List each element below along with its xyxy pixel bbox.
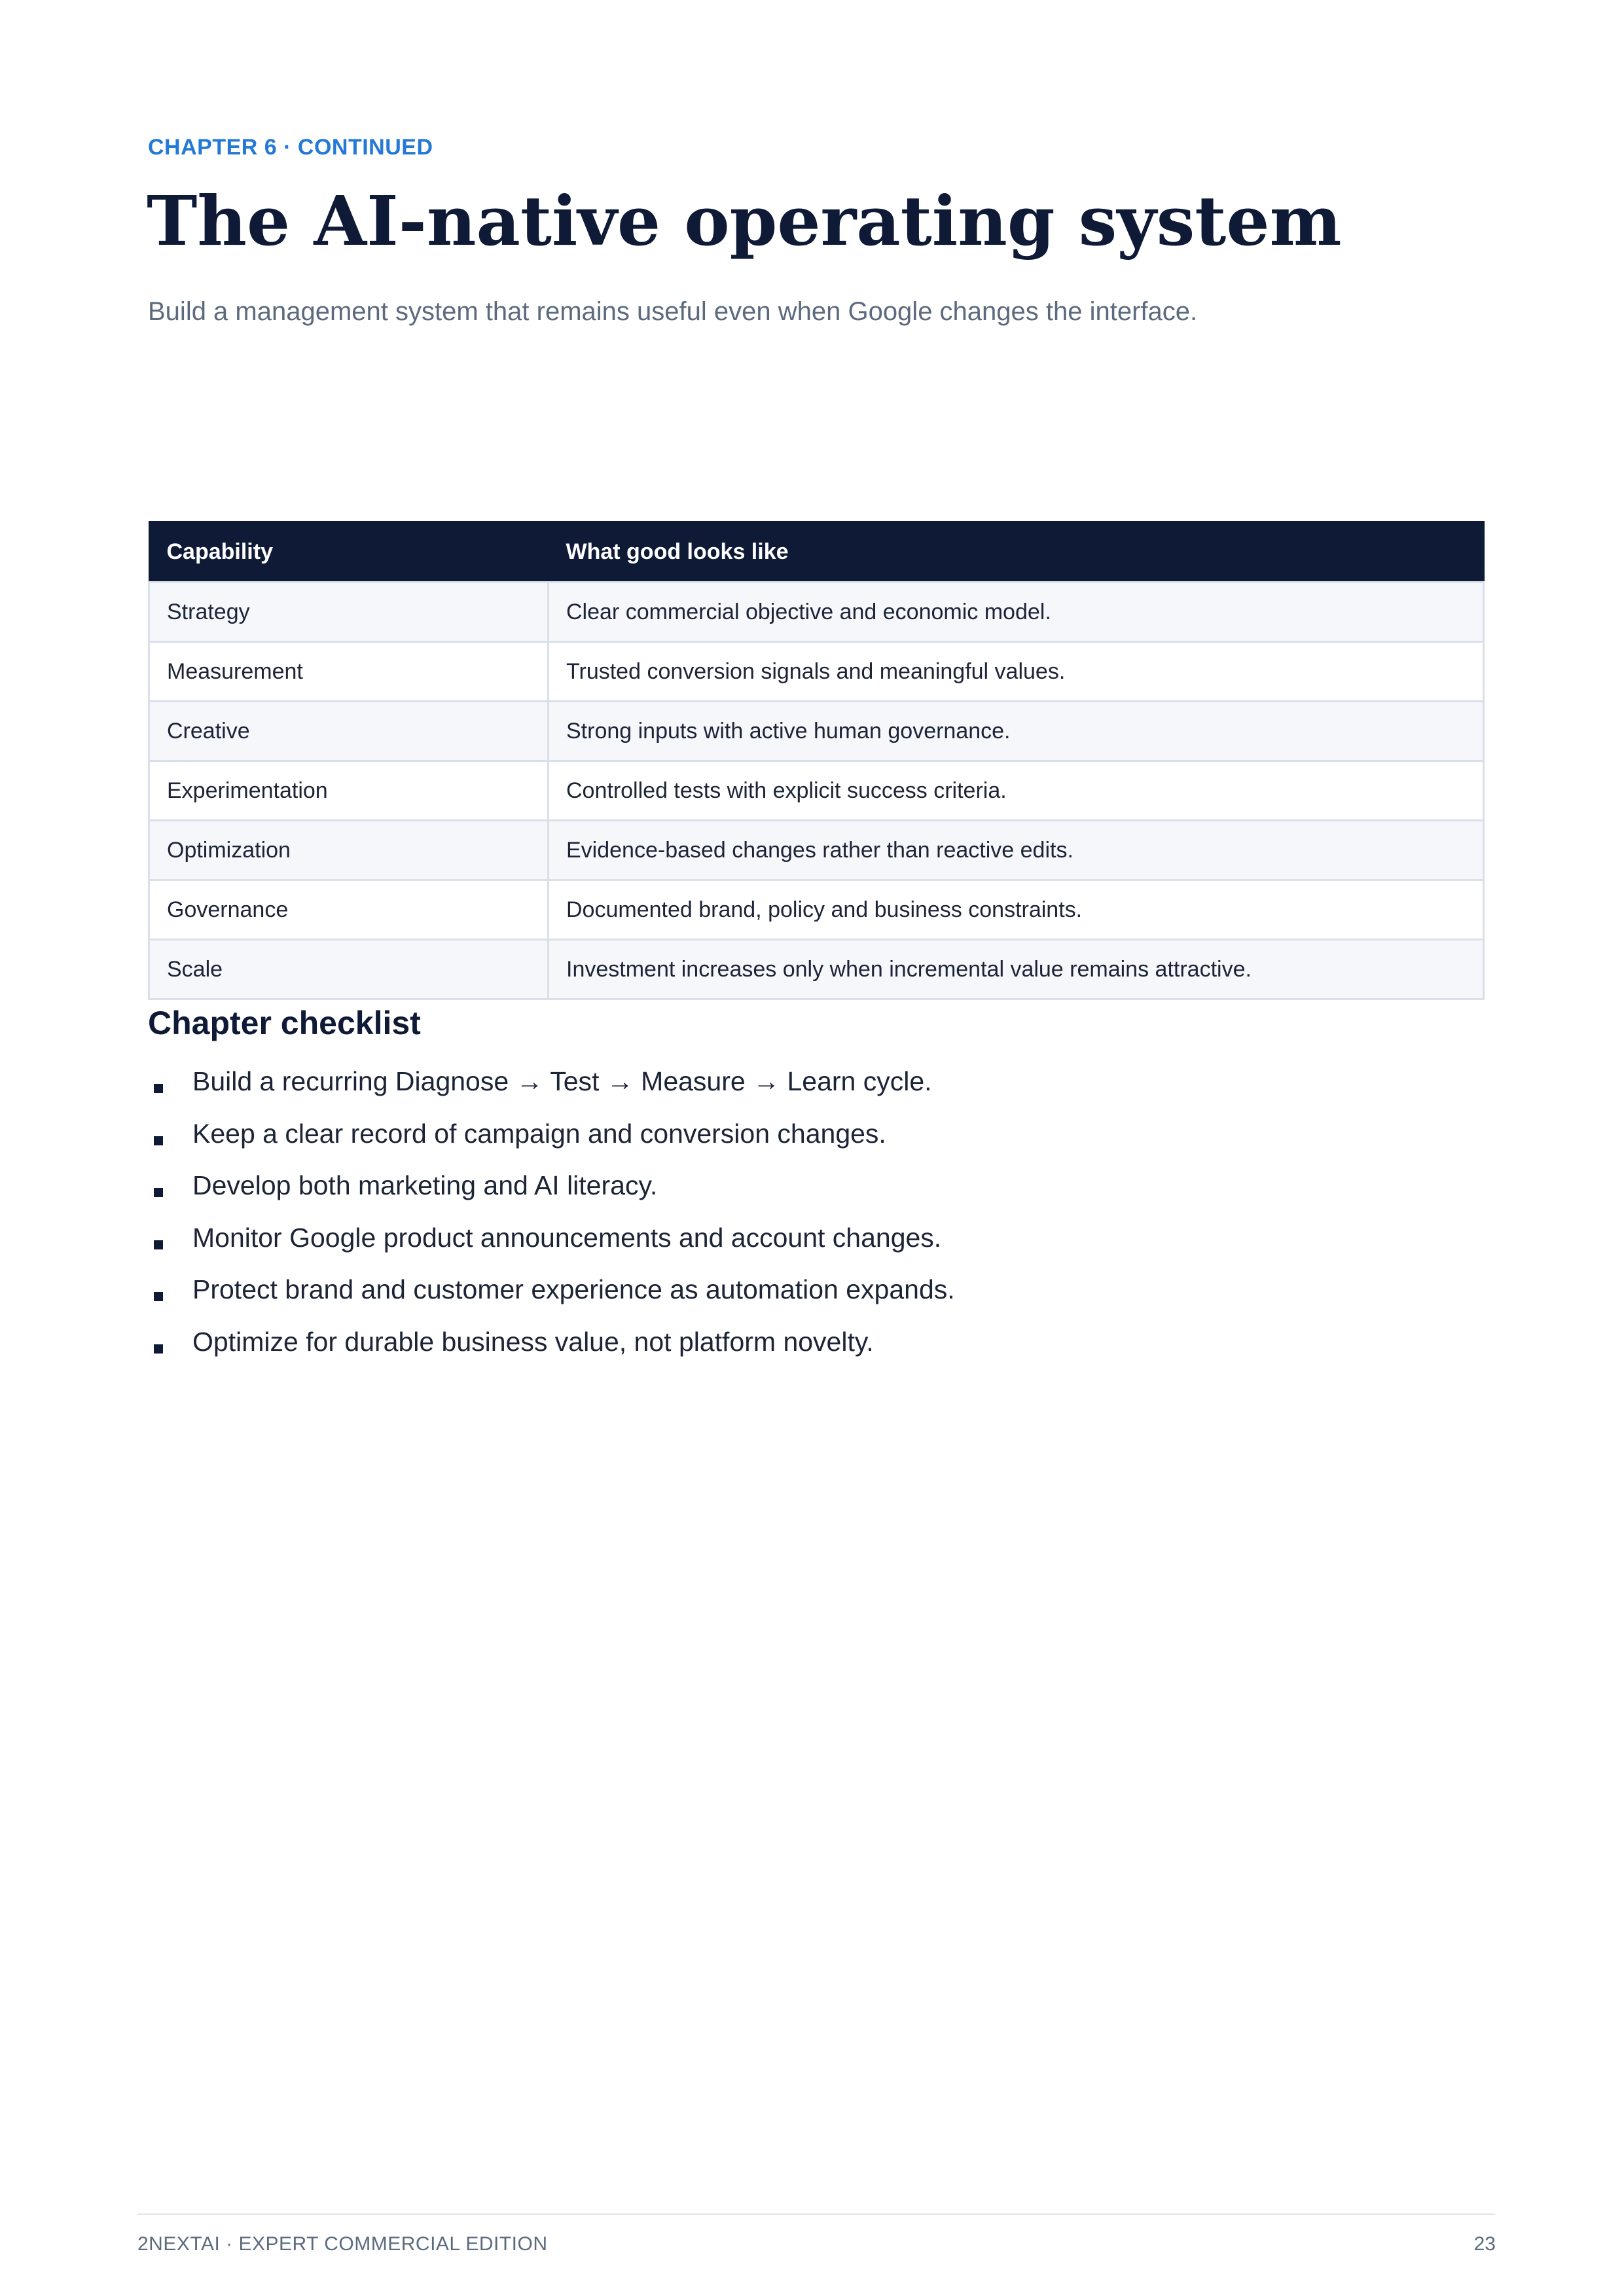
square-bullet-icon [154, 1292, 163, 1301]
column-header-capability: Capability [149, 522, 549, 583]
checklist-item [148, 1218, 955, 1270]
description-cell: Investment increases only when incremental value remains attractive. [549, 940, 1484, 999]
description-cell: Trusted conversion signals and meaningful values. [549, 642, 1484, 702]
description-cell: Evidence-based changes rather than reactive edits. [549, 821, 1484, 880]
capability-cell: Strategy [149, 583, 549, 642]
column-header-what-good-looks-like: What good looks like [549, 522, 1484, 583]
checklist-item [148, 1114, 955, 1166]
table-row [149, 821, 1484, 880]
capability-cell: Experimentation [149, 761, 549, 821]
table-row [149, 702, 1484, 761]
page-subtitle: Build a management system that remains useful even when Google changes the interface. [148, 297, 1198, 326]
table-row [149, 761, 1484, 821]
description-cell: Strong inputs with active human governance. [549, 702, 1484, 761]
capability-cell: Optimization [149, 821, 549, 880]
description-cell: Controlled tests with explicit success criteria. [549, 761, 1484, 821]
footer-divider [137, 2214, 1495, 2215]
checklist-item-text: Keep a clear record of campaign and conversion changes. [192, 1118, 886, 1149]
table-header-row [149, 522, 1484, 583]
checklist-heading: Chapter checklist [148, 1005, 421, 1041]
capability-cell: Scale [149, 940, 549, 999]
capability-table [148, 521, 1485, 1000]
square-bullet-icon [154, 1240, 163, 1249]
table-row [149, 642, 1484, 702]
table-row [149, 583, 1484, 642]
square-bullet-icon [154, 1188, 163, 1197]
checklist-item [148, 1322, 955, 1374]
table-row [149, 940, 1484, 999]
table-body [149, 583, 1484, 999]
capability-cell: Creative [149, 702, 549, 761]
description-cell: Documented brand, policy and business constraints. [549, 880, 1484, 940]
checklist-item-text: Build a recurring Diagnose → Test → Measure → Learn cycle. [192, 1066, 932, 1096]
page-number: 23 [1473, 2233, 1496, 2255]
table-row [149, 880, 1484, 940]
chapter-checklist [148, 1062, 955, 1374]
footer-publication-label: 2NEXTAI · EXPERT COMMERCIAL EDITION [137, 2233, 548, 2255]
checklist-item-text: Optimize for durable business value, not platform novelty. [192, 1326, 874, 1357]
capability-cell: Measurement [149, 642, 549, 702]
description-cell: Clear commercial objective and economic model. [549, 583, 1484, 642]
square-bullet-icon [154, 1344, 163, 1354]
page-title: The AI-native operating system [147, 181, 1342, 261]
checklist-item [148, 1270, 955, 1322]
checklist-item-text: Protect brand and customer experience as automation expands. [192, 1274, 955, 1305]
table-header [149, 522, 1484, 583]
checklist-item-text: Monitor Google product announcements and account changes. [192, 1222, 942, 1253]
square-bullet-icon [154, 1084, 163, 1093]
chapter-eyebrow: CHAPTER 6 · CONTINUED [148, 135, 433, 160]
checklist-item [148, 1166, 955, 1218]
checklist-item-text: Develop both marketing and AI literacy. [192, 1170, 658, 1201]
square-bullet-icon [154, 1136, 163, 1145]
checklist-item [148, 1062, 955, 1114]
capability-cell: Governance [149, 880, 549, 940]
